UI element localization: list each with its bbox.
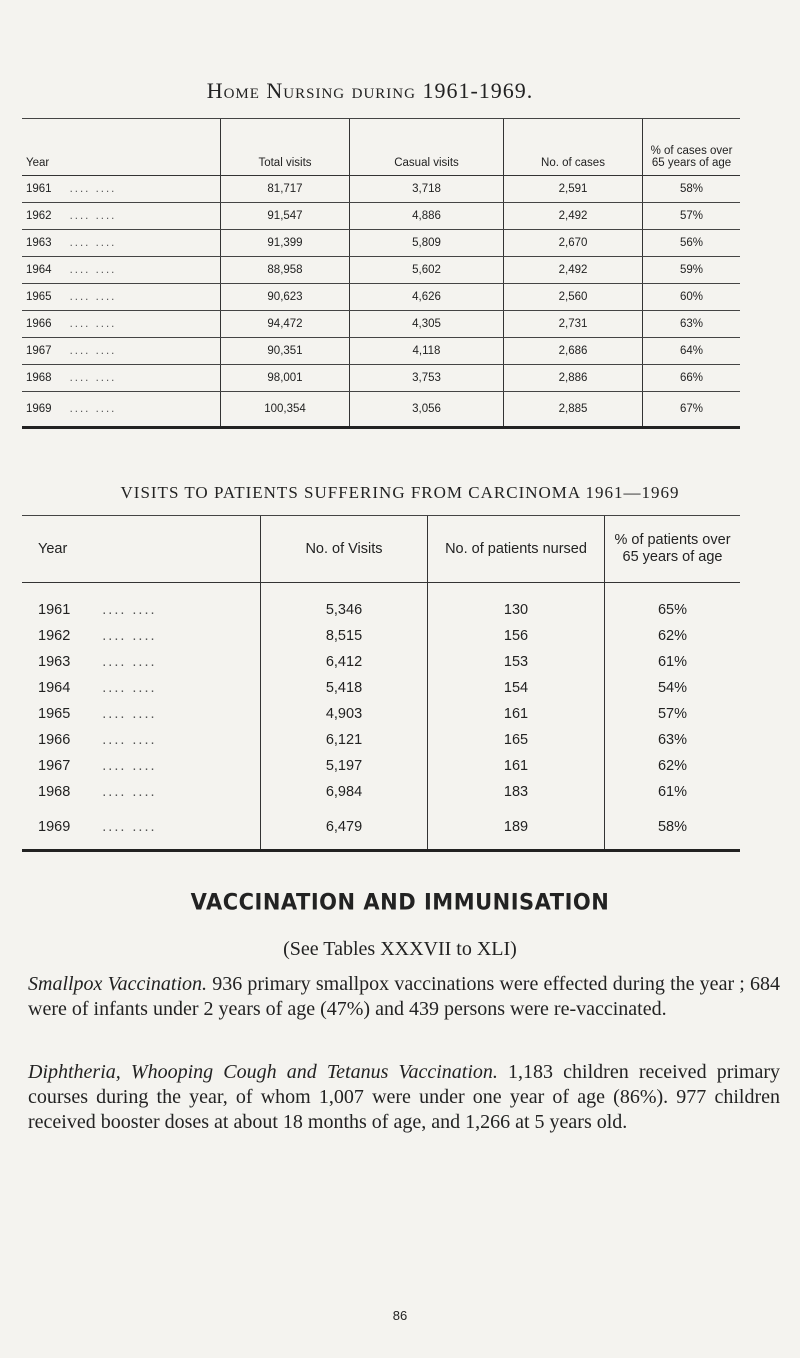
year-value: 1968 — [38, 784, 71, 800]
table-cell: 8,515 — [261, 623, 428, 649]
table-cell: 4,626 — [350, 284, 504, 311]
table-cell: 64% — [643, 338, 741, 365]
table-cell: 5,418 — [261, 675, 428, 701]
table-cell: 3,753 — [350, 365, 504, 392]
table-cell: 6,984 — [261, 779, 428, 805]
table-cell: 100,354 — [221, 392, 350, 428]
carcinoma-visits-table — [22, 515, 740, 852]
table-row — [22, 805, 740, 851]
year-cell — [22, 701, 261, 727]
table-row — [22, 365, 740, 392]
year-cell — [22, 203, 221, 230]
table-cell: 57% — [643, 203, 741, 230]
leader-dots: .... .... — [69, 237, 117, 249]
leader-dots: .... .... — [69, 210, 117, 222]
table-row — [22, 392, 740, 428]
year-cell — [22, 675, 261, 701]
year-value: 1966 — [26, 318, 52, 330]
table-cell: 63% — [643, 311, 741, 338]
year-cell — [22, 779, 261, 805]
year-value: 1964 — [26, 264, 52, 276]
header-no-of-visits: No. of Visits — [261, 516, 428, 583]
year-cell — [22, 257, 221, 284]
table-cell: 4,903 — [261, 701, 428, 727]
year-cell — [22, 284, 221, 311]
table-cell: 189 — [428, 805, 605, 851]
table-cell: 91,399 — [221, 230, 350, 257]
year-value: 1965 — [26, 291, 52, 303]
table-row — [22, 779, 740, 805]
table-cell: 6,412 — [261, 649, 428, 675]
table-row — [22, 727, 740, 753]
year-value: 1962 — [26, 210, 52, 222]
table-row — [22, 675, 740, 701]
table-cell: 2,885 — [504, 392, 643, 428]
table-cell: 3,056 — [350, 392, 504, 428]
year-value: 1969 — [26, 403, 52, 415]
page-number: 86 — [392, 1308, 408, 1323]
table-cell: 6,121 — [261, 727, 428, 753]
leader-dots: .... .... — [69, 318, 117, 330]
leader-dots: .... .... — [102, 706, 157, 722]
table-cell: 65% — [605, 583, 741, 624]
dtp-paragraph — [28, 1060, 780, 1135]
leader-dots: .... .... — [102, 654, 157, 670]
table-cell: 57% — [605, 701, 741, 727]
year-value: 1964 — [38, 680, 71, 696]
leader-dots: .... .... — [69, 291, 117, 303]
table-cell: 2,492 — [504, 257, 643, 284]
table-cell: 56% — [643, 230, 741, 257]
leader-dots: .... .... — [69, 372, 117, 384]
table-cell: 3,718 — [350, 176, 504, 203]
table-cell: 60% — [643, 284, 741, 311]
year-value: 1966 — [38, 732, 71, 748]
year-value: 1962 — [38, 628, 71, 644]
home-nursing-table — [22, 118, 740, 429]
table-cell: 4,305 — [350, 311, 504, 338]
table-cell: 4,886 — [350, 203, 504, 230]
table-row — [22, 311, 740, 338]
table-cell: 5,346 — [261, 583, 428, 624]
year-cell — [22, 753, 261, 779]
year-value: 1963 — [38, 654, 71, 670]
table-row — [22, 230, 740, 257]
table-cell: 90,623 — [221, 284, 350, 311]
dtp-text: 1,183 children received primary courses during the year, of whom 1,007 were under one year of age (86%). 977 children received booster doses at about 18 months of age, and 1,266 at 5 years old. — [28, 1061, 781, 1133]
table-cell: 130 — [428, 583, 605, 624]
table-cell: 94,472 — [221, 311, 350, 338]
table-cell: 2,686 — [504, 338, 643, 365]
year-value: 1967 — [38, 758, 71, 774]
header-percent-over-65: % of patients over 65 years of age — [605, 516, 741, 583]
table-cell: 61% — [605, 649, 741, 675]
table-cell: 67% — [643, 392, 741, 428]
table-cell: 153 — [428, 649, 605, 675]
tables-reference: (See Tables XXXVII to XLI) — [283, 938, 517, 960]
dtp-lead: Diphtheria, Whooping Cough and Tetanus Vaccination. — [28, 1061, 498, 1083]
year-value: 1961 — [26, 183, 52, 195]
leader-dots: .... .... — [69, 183, 117, 195]
table-cell: 91,547 — [221, 203, 350, 230]
header-percent-over-65: % of cases over 65 years of age — [643, 119, 741, 176]
carcinoma-visits-title: VISITS TO PATIENTS SUFFERING FROM CARCINOMA 1961—1969 — [120, 483, 680, 502]
year-cell — [22, 338, 221, 365]
table-cell: 156 — [428, 623, 605, 649]
leader-dots: .... .... — [102, 680, 157, 696]
table-cell: 62% — [605, 623, 741, 649]
table-row — [22, 176, 740, 203]
year-cell — [22, 583, 261, 624]
table-cell: 2,886 — [504, 365, 643, 392]
smallpox-lead: Smallpox Vaccination. — [28, 973, 208, 995]
table-cell: 54% — [605, 675, 741, 701]
home-nursing-title: Home Nursing during 1961-1969. — [206, 78, 534, 103]
year-value: 1969 — [38, 819, 71, 835]
year-cell — [22, 365, 221, 392]
table-cell: 2,560 — [504, 284, 643, 311]
leader-dots: .... .... — [69, 345, 117, 357]
table-cell: 5,809 — [350, 230, 504, 257]
table-cell: 2,591 — [504, 176, 643, 203]
table-cell: 98,001 — [221, 365, 350, 392]
header-year: Year — [22, 119, 221, 176]
table-cell: 63% — [605, 727, 741, 753]
table-cell: 58% — [605, 805, 741, 851]
table-cell: 58% — [643, 176, 741, 203]
leader-dots: .... .... — [102, 784, 157, 800]
leader-dots: .... .... — [102, 628, 157, 644]
header-patients-nursed: No. of patients nursed — [428, 516, 605, 583]
table-cell: 2,670 — [504, 230, 643, 257]
header-casual-visits: Casual visits — [350, 119, 504, 176]
table-cell: 59% — [643, 257, 741, 284]
year-cell — [22, 623, 261, 649]
year-cell — [22, 727, 261, 753]
year-cell — [22, 805, 261, 851]
year-value: 1968 — [26, 372, 52, 384]
year-cell — [22, 311, 221, 338]
table-cell: 2,492 — [504, 203, 643, 230]
year-cell — [22, 230, 221, 257]
table-row — [22, 583, 740, 624]
table-cell: 88,958 — [221, 257, 350, 284]
table-header-row — [22, 119, 740, 176]
table-cell: 161 — [428, 753, 605, 779]
year-cell — [22, 649, 261, 675]
year-cell — [22, 392, 221, 428]
table-row — [22, 753, 740, 779]
header-total-visits: Total visits — [221, 119, 350, 176]
smallpox-paragraph — [28, 972, 780, 1022]
table-cell: 5,197 — [261, 753, 428, 779]
leader-dots: .... .... — [69, 264, 117, 276]
table-row — [22, 338, 740, 365]
leader-dots: .... .... — [102, 819, 157, 835]
leader-dots: .... .... — [102, 732, 157, 748]
table-cell: 4,118 — [350, 338, 504, 365]
table-row — [22, 649, 740, 675]
header-year: Year — [22, 516, 261, 583]
year-value: 1961 — [38, 602, 71, 618]
vaccination-heading: VACCINATION AND IMMUNISATION — [190, 889, 610, 915]
table-row — [22, 284, 740, 311]
table-cell: 61% — [605, 779, 741, 805]
table-cell: 161 — [428, 701, 605, 727]
table-cell: 6,479 — [261, 805, 428, 851]
table-cell: 5,602 — [350, 257, 504, 284]
table-cell: 183 — [428, 779, 605, 805]
leader-dots: .... .... — [69, 403, 117, 415]
table-header-row — [22, 516, 740, 583]
table-row — [22, 701, 740, 727]
table-cell: 62% — [605, 753, 741, 779]
year-value: 1963 — [26, 237, 52, 249]
year-value: 1967 — [26, 345, 52, 357]
table-row — [22, 257, 740, 284]
leader-dots: .... .... — [102, 758, 157, 774]
table-cell: 165 — [428, 727, 605, 753]
table-cell: 81,717 — [221, 176, 350, 203]
table-cell: 2,731 — [504, 311, 643, 338]
table-cell: 154 — [428, 675, 605, 701]
table-row — [22, 203, 740, 230]
table-cell: 66% — [643, 365, 741, 392]
table-row — [22, 623, 740, 649]
smallpox-text: 936 primary smallpox vaccinations were effected during the year ; 684 were of infants under 2 years of age (47%) and 439 persons were re-vaccinated. — [28, 973, 780, 1020]
year-value: 1965 — [38, 706, 71, 722]
header-no-of-cases: No. of cases — [504, 119, 643, 176]
year-cell — [22, 176, 221, 203]
table-cell: 90,351 — [221, 338, 350, 365]
leader-dots: .... .... — [102, 602, 157, 618]
